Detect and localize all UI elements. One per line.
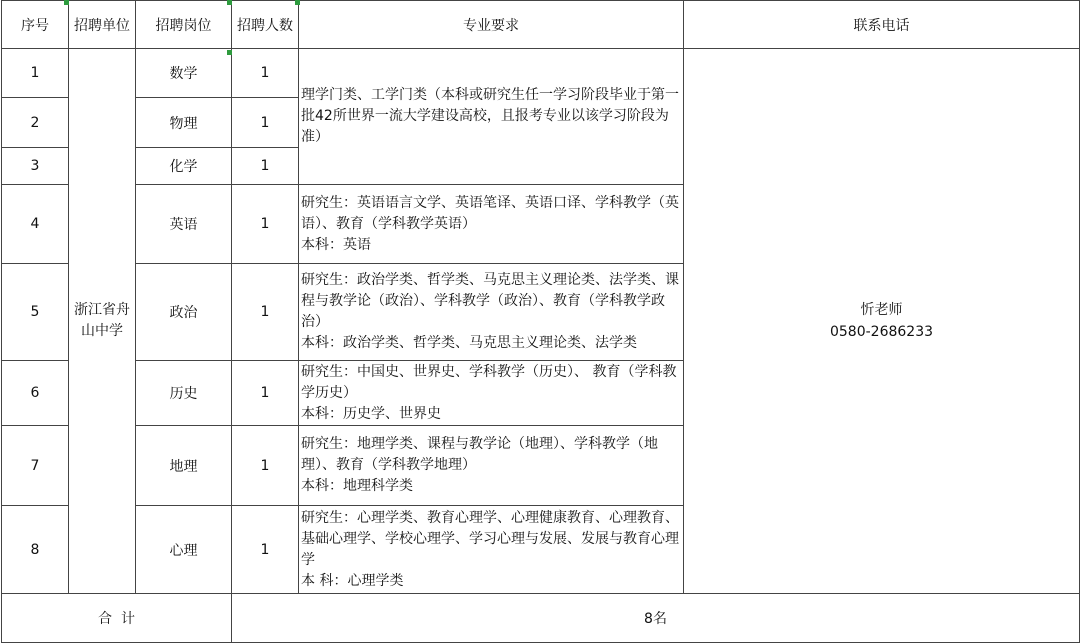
row-count: 1 (232, 361, 299, 426)
row-seq: 8 (2, 506, 69, 594)
row-seq: 4 (2, 185, 69, 264)
row-count: 1 (232, 49, 299, 98)
table-row (2, 49, 1080, 98)
row-post: 化学 (136, 148, 232, 185)
req-english-grad: 研究生：英语语言文学、英语笔译、英语口译、学科教学（英语）、教育（学科教学英语） (301, 194, 679, 232)
row-count: 1 (232, 426, 299, 506)
req-geography-undergrad: 本科：地理科学类 (301, 478, 413, 494)
header-count: 招聘人数 (232, 1, 299, 49)
contact-cell (684, 49, 1080, 594)
row-seq: 6 (2, 361, 69, 426)
row-post: 历史 (136, 361, 232, 426)
req-psychology-undergrad: 本 科：心理学类 (301, 572, 404, 589)
contact-name: 忻老师 (860, 302, 903, 318)
contact-phone: 0580-2686233 (829, 324, 934, 340)
row-post: 英语 (136, 185, 232, 264)
row-post: 数学 (136, 49, 232, 98)
header-seq: 序号 (2, 1, 69, 49)
cell-comment-marker (64, 0, 69, 5)
row-post: 政治 (136, 264, 232, 361)
req-history-grad: 研究生：中国史、世界史、学科教学（历史）、 教育（学科教学历史） (301, 363, 677, 401)
row-seq: 5 (2, 264, 69, 361)
unit-name: 浙江省舟山中学 (74, 302, 130, 339)
row-count: 1 (232, 264, 299, 361)
row-seq: 3 (2, 148, 69, 185)
cell-comment-marker (227, 0, 232, 5)
row-count: 1 (232, 148, 299, 185)
header-row (2, 1, 1080, 49)
row-count: 1 (232, 185, 299, 264)
unit-name-cell (69, 49, 136, 594)
header-major: 专业要求 (299, 1, 684, 49)
req-politics-undergrad: 本科：政治学类、哲学类、马克思主义理论类、法学类 (301, 335, 637, 351)
req-science-text: 理学门类、工学门类（本科或研究生任一学习阶段毕业于第一批42所世界一流大学建设高校，且报考专业以该学习阶段为准） (301, 87, 679, 145)
total-label: 合 计 (2, 594, 232, 643)
recruitment-table (1, 0, 1080, 643)
total-row (2, 594, 1080, 643)
req-psychology-grad: 研究生：心理学类、教育心理学、心理健康教育、心理教育、基础心理学、学校心理学、学习心理与发展、发展与教育心理学 (301, 509, 679, 568)
row-count: 1 (232, 506, 299, 594)
row-seq: 2 (2, 98, 69, 148)
req-geography-grad: 研究生：地理学类、课程与教学论（地理）、学科教学（地理）、教育（学科教学地理） (301, 436, 658, 473)
req-english (299, 185, 684, 264)
row-seq: 7 (2, 426, 69, 506)
row-count: 1 (232, 98, 299, 148)
req-science (299, 49, 684, 185)
row-post: 物理 (136, 98, 232, 148)
header-contact: 联系电话 (684, 1, 1080, 49)
row-post: 心理 (136, 506, 232, 594)
header-post: 招聘岗位 (136, 1, 232, 49)
cell-comment-marker (295, 0, 300, 5)
row-seq: 1 (2, 49, 69, 98)
total-value: 8名 (232, 594, 1080, 643)
req-politics (299, 264, 684, 361)
req-geography (299, 426, 684, 506)
header-unit: 招聘单位 (69, 1, 136, 49)
row-post: 地理 (136, 426, 232, 506)
req-history (299, 361, 684, 426)
cell-comment-marker (227, 50, 232, 55)
req-english-undergrad: 本科：英语 (301, 236, 371, 253)
req-politics-grad: 研究生：政治学类、哲学类、马克思主义理论类、法学类、课程与教学论（政治）、学科教学（政治）、教育（学科教学政治） (301, 272, 679, 330)
req-psychology (299, 506, 684, 594)
req-history-undergrad: 本科：历史学、世界史 (301, 405, 441, 422)
